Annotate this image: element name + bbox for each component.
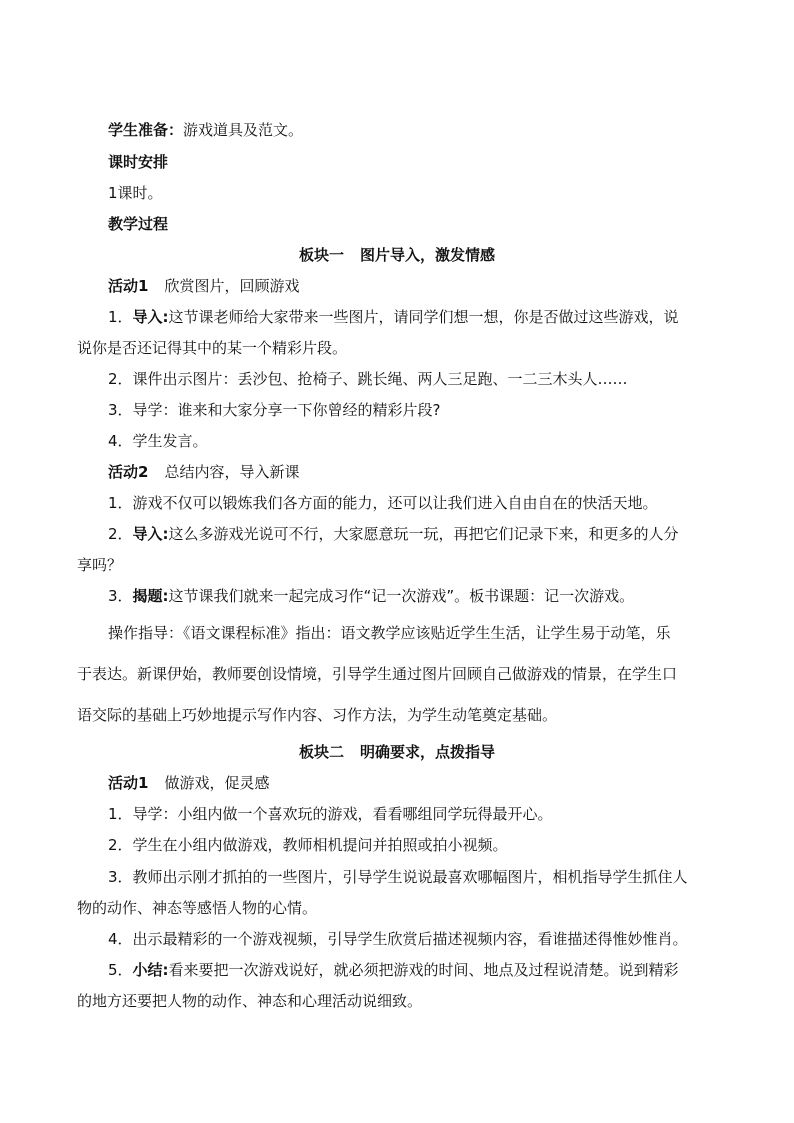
- block2-act1-heading: [108, 773, 269, 793]
- block2-act1-item5-num: 5．: [108, 961, 133, 979]
- block1-act2-item2-line2: 享吗？: [77, 556, 123, 574]
- block1-act2-item2-label: 导入:: [132, 525, 169, 543]
- block1-act2-heading: [108, 462, 299, 482]
- block2-act1-label: 活动1: [108, 774, 149, 792]
- block2-act1-item3-line2: 物的动作、神态等感悟人物的心情。: [77, 899, 318, 917]
- block1-act2-item2-text: 这么多游戏光说可不行，大家愿意玩一玩，再把它们记录下来，和更多的人分: [168, 525, 679, 543]
- block1-act2-item3: [108, 586, 634, 606]
- guide-line2: 于表达。新课伊始，教师要创设情境，引导学生通过图片回顾自己做游戏的情景，在学生口: [77, 665, 678, 683]
- process-heading: 教学过程: [108, 215, 169, 233]
- block1-act1-title: 欣赏图片，回顾游戏: [164, 277, 300, 295]
- block1-act1-item1-line1: [108, 307, 679, 327]
- block1-title-rest: 图片导入，激发情感: [360, 246, 496, 264]
- block2-act1-item5-line2: 的地方还要把人物的动作、神态和心理活动说细致。: [77, 992, 423, 1010]
- block1-act1-item1-num: 1．: [108, 308, 133, 326]
- block1-act1-item1-label: 导入:: [132, 308, 169, 326]
- block2-act1-item1: 1．导学：小组内做一个喜欢玩的游戏，看看哪组同学玩得最开心。: [108, 805, 553, 823]
- block2-title-rest: 明确要求，点拨指导: [360, 743, 496, 761]
- block1-act1-heading: [108, 276, 299, 296]
- schedule-heading: 课时安排: [108, 153, 169, 171]
- block1-act2-item2-num: 2．: [108, 525, 133, 543]
- block2-act1-item5-label: 小结:: [132, 961, 169, 979]
- block2-act1-item5-line1: [108, 960, 679, 980]
- block2-act1-title: 做游戏，促灵感: [164, 774, 270, 792]
- block2-act1-item5-text: 看来要把一次游戏说好，就必须把游戏的时间、地点及过程说清楚。说到精彩: [168, 961, 679, 979]
- prep-text: 游戏道具及范文。: [183, 121, 304, 139]
- guide-line1: 操作指导：《语文课程标准》指出：语文教学应该贴近学生生活，让学生易于动笔，乐: [108, 624, 671, 642]
- block1-act2-item3-text: 这节课我们就来一起完成习作“记一次游戏”。板书课题：记一次游戏。: [168, 587, 635, 605]
- block1-act1-item1-line2: 说你是否还记得其中的某一个精彩片段。: [77, 339, 348, 357]
- block1-act2-item1: 1．游戏不仅可以锻炼我们各方面的能力，还可以让我们进入自由自在的快活天地。: [108, 494, 658, 512]
- block2-act1-item3-line1: 3．教师出示刚才抓拍的一些图片，引导学生说说最喜欢哪幅图片，相机指导学生抓住人: [108, 868, 688, 886]
- block1-act1-item1-text: 这节课老师给大家带来一些图片，请同学们想一想，你是否做过这些游戏，说: [168, 308, 679, 326]
- block1-act1-label: 活动1: [108, 277, 149, 295]
- block2-title: [0, 742, 794, 762]
- schedule-text: 1课时。: [108, 184, 163, 202]
- block1-title: [0, 245, 794, 265]
- block1-title-main: 板块一: [298, 246, 344, 264]
- block1-act2-label: 活动2: [108, 463, 149, 481]
- block1-act2-title: 总结内容，导入新课: [164, 463, 300, 481]
- block2-act1-item2: 2．学生在小组内做游戏，教师相机提问并拍照或拍小视频。: [108, 836, 508, 854]
- block1-act2-item3-num: 3．: [108, 587, 133, 605]
- block1-act2-item2-line1: [108, 524, 679, 544]
- prep-line: [108, 120, 303, 140]
- block2-title-main: 板块二: [298, 743, 344, 761]
- guide-line3: 语交际的基础上巧妙地提示写作内容、习作方法，为学生动笔奠定基础。: [77, 706, 558, 724]
- prep-label: 学生准备：: [108, 121, 184, 139]
- block1-act1-item4: 4．学生发言。: [108, 432, 208, 450]
- block2-act1-item4: 4．出示最精彩的一个游戏视频，引导学生欣赏后描述视频内容，看谁描述得惟妙惟肖。: [108, 930, 688, 948]
- block1-act1-item3: 3．导学：谁来和大家分享一下你曾经的精彩片段?: [108, 401, 441, 419]
- block1-act1-item2: 2．课件出示图片：丢沙包、抢椅子、跳长绳、两人三足跑、一二三木头人……: [108, 370, 628, 388]
- block1-act2-item3-label: 揭题:: [132, 587, 169, 605]
